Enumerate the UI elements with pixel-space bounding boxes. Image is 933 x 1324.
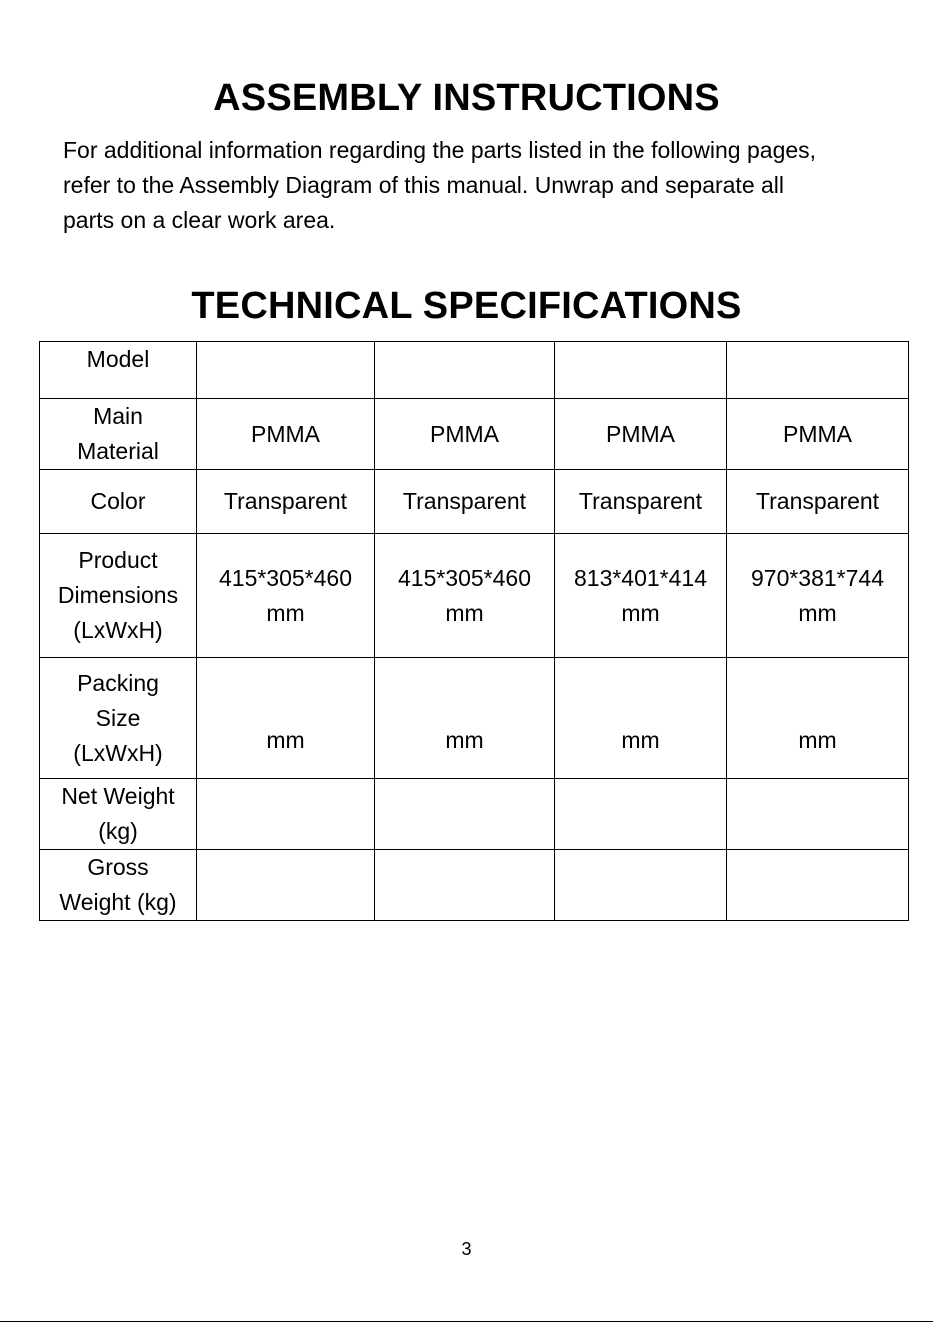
page-number: 3 (461, 1239, 472, 1259)
row-label-text: Color (90, 488, 146, 514)
table-cell (375, 658, 555, 779)
table-cell (727, 779, 909, 850)
cell-text: PMMA (606, 420, 675, 447)
table-cell (555, 779, 727, 850)
table-cell (197, 779, 375, 850)
table-cell (197, 342, 375, 399)
table-row-main-material (40, 399, 909, 470)
table-cell (375, 470, 555, 534)
table-cell (727, 534, 909, 658)
cell-text: mm (621, 599, 660, 626)
row-label-text: Model (86, 346, 150, 372)
table-cell (197, 658, 375, 779)
row-label-text: Material (77, 438, 159, 464)
row-label-text: Net Weight (61, 783, 175, 809)
row-label-text: (LxWxH) (73, 617, 163, 643)
row-label-color (40, 470, 197, 534)
row-label-text: Size (95, 704, 141, 731)
cell-text: PMMA (430, 420, 499, 447)
table-cell (375, 534, 555, 658)
intro-line: parts on a clear work area. (63, 207, 336, 233)
cell-text: mm (266, 727, 305, 753)
cell-text: mm (266, 599, 305, 626)
table-cell (197, 534, 375, 658)
cell-text: PMMA (783, 420, 852, 447)
table-row-product-dimensions (40, 534, 909, 658)
table-cell (727, 342, 909, 399)
cell-text: mm (798, 599, 837, 626)
cell-text: 415*305*460 (218, 564, 353, 591)
table-row-color (40, 470, 909, 534)
table-row-gross-weight (40, 850, 909, 921)
table-cell (375, 779, 555, 850)
row-label-text: (kg) (98, 818, 138, 844)
table-cell (555, 342, 727, 399)
row-label-gross-weight (40, 850, 197, 921)
specifications-table (39, 341, 909, 921)
table-row-model (40, 342, 909, 399)
row-label-text: (LxWxH) (73, 739, 163, 766)
row-label-product-dimensions (40, 534, 197, 658)
table-cell (727, 399, 909, 470)
row-label-packing-size (40, 658, 197, 779)
cell-text: Transparent (402, 488, 527, 514)
table-cell (727, 850, 909, 921)
table-row-net-weight (40, 779, 909, 850)
assembly-intro-paragraph (63, 133, 883, 238)
table-cell (555, 470, 727, 534)
table-cell (555, 658, 727, 779)
table-cell (555, 399, 727, 470)
cell-text: 415*305*460 (397, 564, 532, 591)
cell-text: 970*381*744 (750, 564, 885, 591)
table-cell (197, 850, 375, 921)
intro-line: For additional information regarding the parts listed in the following pages, (63, 137, 817, 163)
table-cell (375, 342, 555, 399)
row-label-text: Dimensions (57, 582, 179, 608)
row-label-text: Packing (77, 669, 159, 696)
table-cell (375, 850, 555, 921)
table-cell (375, 399, 555, 470)
cell-text: PMMA (251, 420, 320, 447)
cell-text: mm (798, 727, 837, 753)
row-label-text: Main (93, 403, 143, 429)
footer-divider (0, 1321, 933, 1322)
cell-text: mm (445, 727, 484, 753)
row-label-model (40, 342, 197, 399)
table-cell (555, 850, 727, 921)
row-label-text: Product (78, 547, 158, 573)
table-row-packing-size (40, 658, 909, 779)
technical-specifications-heading: TECHNICAL SPECIFICATIONS (191, 285, 742, 327)
intro-line: refer to the Assembly Diagram of this manual. Unwrap and separate all (63, 172, 785, 198)
cell-text: mm (445, 599, 484, 626)
row-label-main-material (40, 399, 197, 470)
cell-text: Transparent (223, 488, 348, 514)
cell-text: Transparent (578, 488, 703, 514)
cell-text: 813*401*414 (573, 564, 708, 591)
table-cell (197, 399, 375, 470)
row-label-text: Weight (kg) (59, 889, 177, 915)
table-cell (197, 470, 375, 534)
assembly-instructions-heading: ASSEMBLY INSTRUCTIONS (213, 77, 720, 119)
cell-text: mm (621, 727, 660, 753)
row-label-net-weight (40, 779, 197, 850)
table-cell (727, 470, 909, 534)
cell-text: Transparent (755, 488, 880, 514)
table-cell (555, 534, 727, 658)
row-label-text: Gross (87, 854, 149, 880)
table-cell (727, 658, 909, 779)
